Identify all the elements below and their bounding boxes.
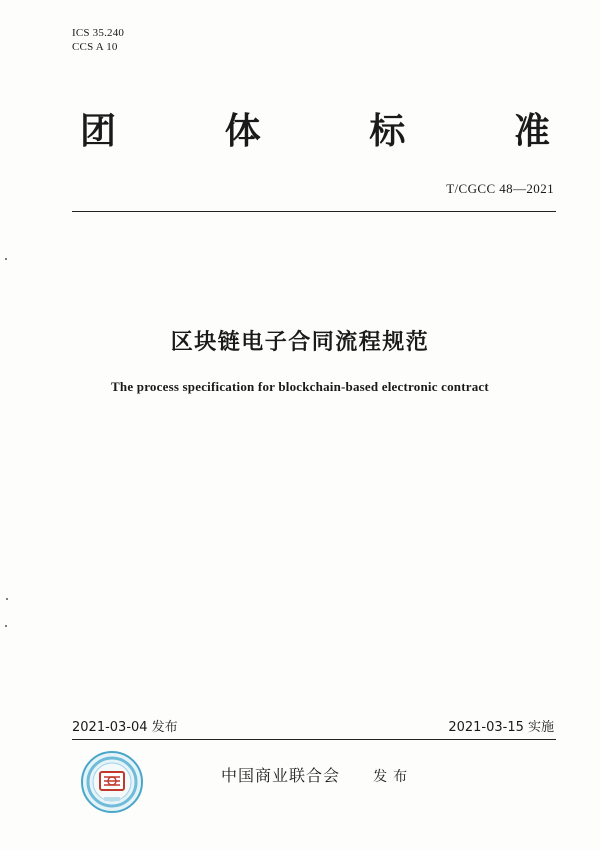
publisher-action: 发布 xyxy=(373,769,414,785)
scan-speck xyxy=(6,598,8,600)
classification-codes xyxy=(72,26,124,54)
document-title-english: The process specification for blockchain-based electronic contract xyxy=(111,379,489,394)
ccs-code: CCS A 10 xyxy=(72,41,118,53)
ics-code: ICS 35.240 xyxy=(72,27,125,39)
standard-type-char: 标 xyxy=(369,111,406,152)
standard-type-char: 准 xyxy=(513,111,550,152)
issue-date: 2021-03-04 发布 xyxy=(72,720,178,735)
bottom-divider xyxy=(72,739,556,740)
standard-type-heading xyxy=(80,110,550,154)
standard-type-char: 团 xyxy=(80,111,117,152)
standard-type-char: 体 xyxy=(224,111,261,152)
publisher-line xyxy=(221,763,413,786)
certification-seal-icon xyxy=(80,750,144,814)
standard-number: T/CGCC 48—2021 xyxy=(446,181,554,196)
scan-speck xyxy=(5,258,7,260)
publisher-organization: 中国商业联合会 xyxy=(221,766,341,785)
scan-speck xyxy=(5,625,7,627)
top-divider xyxy=(72,211,556,212)
implementation-date: 2021-03-15 实施 xyxy=(448,720,554,735)
document-title-chinese: 区块链电子合同流程规范 xyxy=(170,330,430,355)
